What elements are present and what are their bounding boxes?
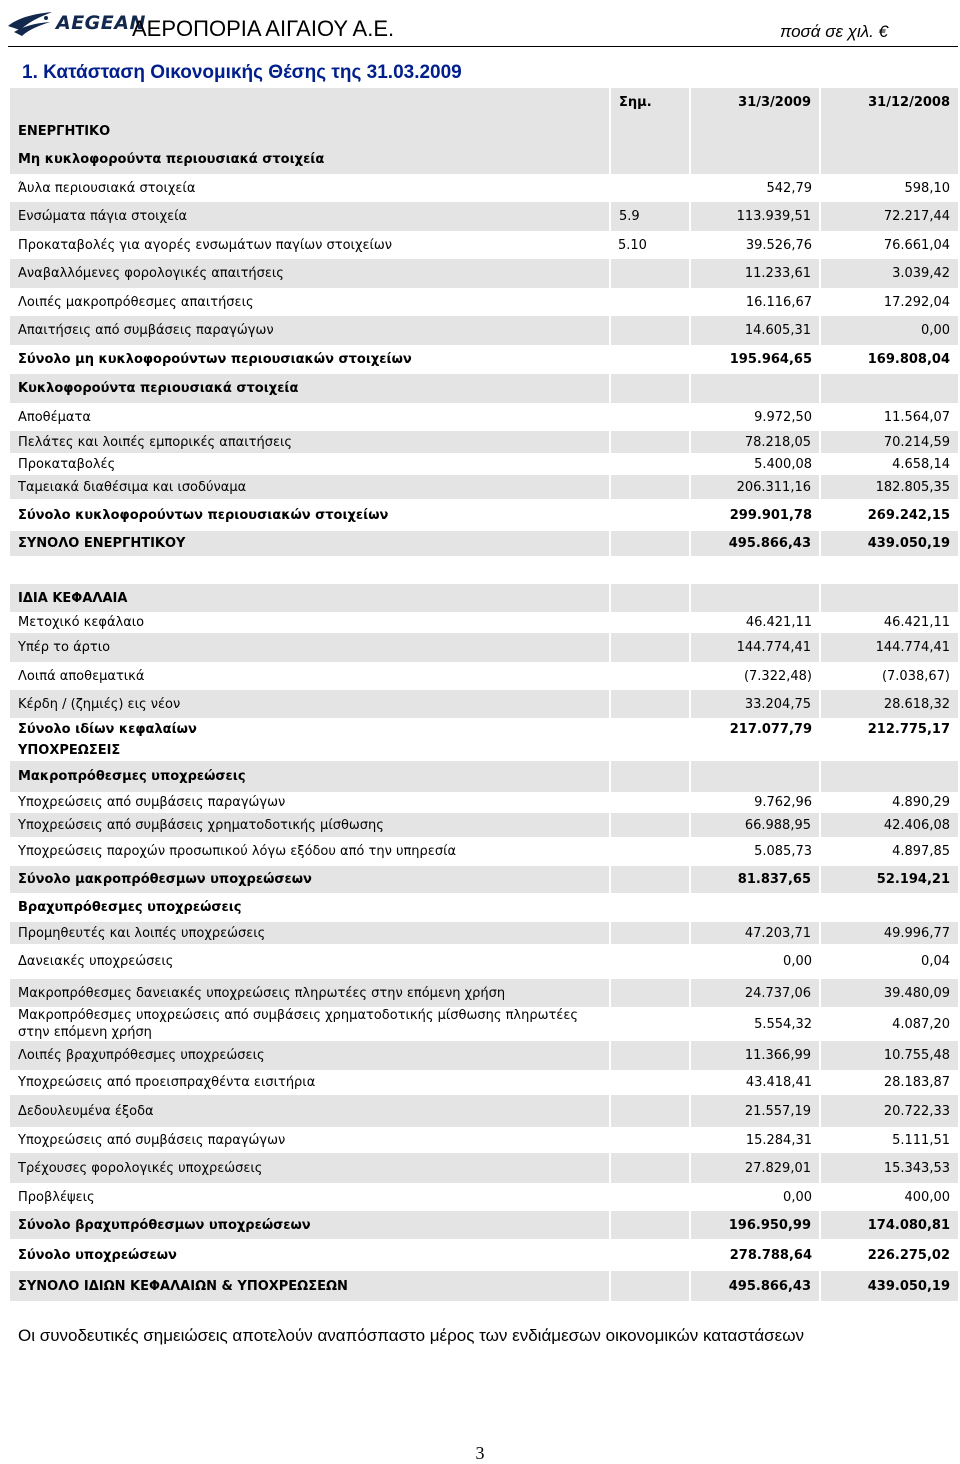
table-row [10, 403, 958, 431]
row-label: Προμηθευτές και λοιπές υποχρεώσεις [10, 922, 610, 944]
table-row [10, 316, 958, 345]
row-value-31-12-2008: 72.217,44 [820, 202, 958, 231]
row-note [610, 944, 690, 979]
table-row [10, 740, 958, 761]
row-value-31-3-2009: 24.737,06 [690, 979, 820, 1007]
row-value-31-12-2008: 5.111,51 [892, 1132, 950, 1148]
row-value-31-3-2009: 9.762,96 [754, 795, 812, 810]
row-value-31-12-2008: 39.480,09 [820, 979, 958, 1007]
row-label: ΣΥΝΟΛΟ ΕΝΕΡΓΗΤΙΚΟΥ [10, 531, 610, 556]
row-note [610, 403, 690, 431]
table-row [10, 231, 958, 259]
row-note [610, 1127, 690, 1153]
table-row [10, 1095, 958, 1127]
row-value-31-3-2009: 47.203,71 [690, 922, 820, 944]
row-value-31-3-2009 [690, 893, 820, 922]
row-label: Υποχρεώσεις από συμβάσεις χρηματοδοτικής μίσθωσης [10, 813, 610, 837]
row-note [610, 499, 690, 531]
row-value-31-3-2009 [690, 556, 820, 584]
row-value-31-12-2008: 400,00 [904, 1189, 950, 1205]
row-label: Μακροπρόθεσμες υποχρεώσεις από συμβάσεις χρηματοδοτικής μίσθωσης πληρωτέες στην επόμενη χρήση [18, 1008, 578, 1040]
row-value-31-12-2008: 76.661,04 [883, 237, 950, 253]
row-label: Υποχρεώσεις από συμβάσεις παραγώγων [18, 1132, 286, 1148]
row-label: Υποχρεώσεις από συμβάσεις παραγώγων [18, 795, 286, 810]
row-value-31-12-2008: 174.080,81 [820, 1211, 958, 1239]
row-value-31-3-2009: 495.866,43 [690, 531, 820, 556]
row-value-31-12-2008: 269.242,15 [867, 507, 950, 523]
table-row [10, 1070, 958, 1095]
footer-note: Οι συνοδευτικές σημειώσεις αποτελούν αναπόσπαστο μέρος των ενδιάμεσων οικονομικών καταστάσεων [18, 1326, 805, 1345]
table-row [10, 922, 958, 944]
table-row [10, 345, 958, 374]
table-row [10, 1183, 958, 1211]
column-header-row [10, 88, 958, 117]
row-note [610, 453, 690, 475]
row-note [610, 1007, 690, 1041]
row-note [610, 1095, 690, 1127]
row-label: Προκαταβολές για αγορές ενσωμάτων παγίων στοιχείων [18, 237, 393, 253]
row-label: Σύνολο κυκλοφορούντων περιουσιακών στοιχείων [18, 507, 389, 523]
row-note [610, 690, 690, 718]
row-value-31-3-2009: 9.972,50 [754, 409, 812, 425]
table-row [10, 761, 958, 792]
row-value-31-12-2008 [820, 584, 958, 612]
row-value-31-12-2008: 169.808,04 [867, 352, 950, 367]
row-value-31-3-2009: 33.204,75 [690, 690, 820, 718]
table-row [10, 145, 958, 174]
row-label: Ενσώματα πάγια στοιχεία [10, 202, 610, 231]
row-label: ΥΠΟΧΡΕΩΣΕΙΣ [18, 743, 121, 758]
row-value-31-3-2009: 5.085,73 [754, 844, 812, 859]
row-note [610, 837, 690, 866]
row-label: ΣΥΝΟΛΟ ΙΔΙΩΝ ΚΕΦΑΛΑΙΩΝ & ΥΠΟΧΡΕΩΣΕΩΝ [10, 1271, 610, 1301]
row-value-31-3-2009: 16.116,67 [745, 294, 812, 310]
table-row [10, 117, 958, 145]
row-value-31-12-2008: 212.775,17 [867, 721, 950, 737]
row-note [610, 979, 690, 1007]
row-value-31-3-2009: 0,00 [783, 1189, 812, 1205]
row-note [610, 662, 690, 690]
row-label: Σύνολο βραχυπρόθεσμων υποχρεώσεων [10, 1211, 610, 1239]
table-row [10, 633, 958, 662]
row-label: Υποχρεώσεις από προεισπραχθέντα εισιτήρια [18, 1075, 316, 1090]
row-value-31-3-2009 [690, 761, 820, 792]
row-note [610, 288, 690, 316]
row-value-31-12-2008: 226.275,02 [867, 1247, 950, 1263]
row-value-31-3-2009: 27.829,01 [690, 1153, 820, 1183]
row-value-31-12-2008: (7.038,67) [881, 668, 950, 684]
header-divider [8, 46, 958, 47]
table-row [10, 813, 958, 837]
table-row [10, 584, 958, 612]
row-value-31-3-2009: 0,00 [783, 954, 812, 969]
row-label: Μετοχικό κεφάλαιο [18, 615, 145, 630]
balance-sheet-table [10, 88, 958, 1301]
column-header-period1: 31/3/2009 [690, 88, 820, 117]
row-value-31-12-2008 [820, 740, 958, 761]
row-note [610, 531, 690, 556]
row-label: Πελάτες και λοιπές εμπορικές απαιτήσεις [10, 431, 610, 453]
row-value-31-12-2008: 49.996,77 [820, 922, 958, 944]
row-note [610, 1153, 690, 1183]
row-label: Δεδουλευμένα έξοδα [10, 1095, 610, 1127]
table-row [10, 1041, 958, 1070]
row-label: Τρέχουσες φορολογικές υποχρεώσεις [10, 1153, 610, 1183]
amounts-note: ποσά σε χιλ. € [779, 22, 888, 41]
row-value-31-12-2008: 144.774,41 [820, 633, 958, 662]
row-note [610, 740, 690, 761]
row-label: Κυκλοφορούντα περιουσιακά στοιχεία [10, 374, 610, 403]
row-value-31-12-2008 [820, 761, 958, 792]
table-row [10, 1007, 958, 1041]
aegean-bird-icon [6, 8, 54, 38]
table-row [10, 259, 958, 288]
table-row [10, 1211, 958, 1239]
table-row [10, 979, 958, 1007]
row-value-31-3-2009: 66.988,95 [690, 813, 820, 837]
row-note [610, 1271, 690, 1301]
row-value-31-3-2009: 21.557,19 [690, 1095, 820, 1127]
row-value-31-12-2008 [820, 145, 958, 174]
row-value-31-3-2009: 43.418,41 [745, 1075, 812, 1090]
row-label: Υπέρ το άρτιο [10, 633, 610, 662]
row-value-31-12-2008: 0,04 [921, 954, 950, 969]
row-value-31-12-2008 [820, 556, 958, 584]
row-note [610, 174, 690, 202]
table-row [10, 475, 958, 499]
row-label [10, 556, 610, 584]
row-note [610, 922, 690, 944]
table-row [10, 174, 958, 202]
row-note: 5.9 [610, 202, 690, 231]
row-label: Σύνολο μακροπρόθεσμων υποχρεώσεων [10, 866, 610, 893]
row-value-31-12-2008: 11.564,07 [883, 409, 950, 425]
row-value-31-3-2009: 278.788,64 [729, 1247, 812, 1263]
row-value-31-12-2008: 598,10 [904, 180, 950, 196]
row-label: Υποχρεώσεις παροχών προσωπικού λόγω εξόδου από την υπηρεσία [18, 844, 457, 859]
row-value-31-3-2009: 196.950,99 [690, 1211, 820, 1239]
row-note [610, 893, 690, 922]
logo-text: AEGEAN [56, 12, 146, 34]
table-row [10, 556, 958, 584]
row-value-31-3-2009: (7.322,48) [743, 668, 812, 684]
row-value-31-12-2008: 17.292,04 [883, 294, 950, 310]
row-label: Απαιτήσεις από συμβάσεις παραγώγων [10, 316, 610, 345]
row-value-31-12-2008: 20.722,33 [820, 1095, 958, 1127]
aegean-logo [6, 8, 146, 40]
row-value-31-12-2008: 0,00 [820, 316, 958, 345]
row-value-31-12-2008: 4.658,14 [892, 456, 950, 472]
row-label: Λοιπές βραχυπρόθεσμες υποχρεώσεις [10, 1041, 610, 1070]
row-note [610, 316, 690, 345]
row-value-31-12-2008: 70.214,59 [820, 431, 958, 453]
row-note [610, 633, 690, 662]
row-label: Προβλέψεις [18, 1189, 95, 1205]
row-value-31-3-2009 [690, 117, 820, 145]
row-note [610, 117, 690, 145]
row-value-31-12-2008: 439.050,19 [820, 531, 958, 556]
row-label: Λοιπά αποθεματικά [18, 668, 145, 684]
row-label: Κέρδη / (ζημιές) εις νέον [10, 690, 610, 718]
table-row [10, 612, 958, 633]
row-label: Αποθέματα [18, 409, 91, 425]
row-label: Μη κυκλοφορούντα περιουσιακά στοιχεία [10, 145, 610, 174]
row-value-31-3-2009: 11.366,99 [690, 1041, 820, 1070]
row-label: Δανειακές υποχρεώσεις [18, 954, 174, 969]
row-value-31-12-2008: 10.755,48 [820, 1041, 958, 1070]
row-value-31-3-2009: 81.837,65 [690, 866, 820, 893]
row-value-31-12-2008: 4.087,20 [892, 1016, 950, 1032]
table-row [10, 893, 958, 922]
row-note [610, 145, 690, 174]
row-value-31-12-2008: 46.421,11 [883, 615, 950, 630]
row-note [610, 1041, 690, 1070]
page-number: 3 [475, 1443, 485, 1463]
row-value-31-12-2008: 42.406,08 [820, 813, 958, 837]
row-value-31-12-2008: 182.805,35 [820, 475, 958, 499]
table-row [10, 1239, 958, 1271]
row-label: Σύνολο υποχρεώσεων [18, 1247, 177, 1263]
table-row [10, 374, 958, 403]
row-value-31-3-2009: 15.284,31 [745, 1132, 812, 1148]
row-value-31-12-2008: 3.039,42 [820, 259, 958, 288]
row-label: ΕΝΕΡΓΗΤΙΚΟ [10, 117, 610, 145]
row-label: Ταμειακά διαθέσιμα και ισοδύναμα [10, 475, 610, 499]
row-note [610, 259, 690, 288]
row-note [610, 813, 690, 837]
table-row [10, 1271, 958, 1301]
row-label: Λοιπές μακροπρόθεσμες απαιτήσεις [18, 294, 254, 310]
row-value-31-3-2009: 46.421,11 [745, 615, 812, 630]
row-value-31-3-2009: 217.077,79 [729, 721, 812, 737]
row-label: ΙΔΙΑ ΚΕΦΑΛΑΙΑ [10, 584, 610, 612]
table-row [10, 944, 958, 979]
table-row [10, 837, 958, 866]
row-value-31-12-2008: 15.343,53 [820, 1153, 958, 1183]
row-note [610, 584, 690, 612]
row-value-31-3-2009: 206.311,16 [690, 475, 820, 499]
row-label: Προκαταβολές [18, 456, 116, 472]
column-header-note: Σημ. [610, 88, 690, 117]
row-note [610, 761, 690, 792]
table-row [10, 499, 958, 531]
row-value-31-3-2009: 78.218,05 [690, 431, 820, 453]
company-name: ΑΕΡΟΠΟΡΙΑ ΑΙΓΑΙΟΥ Α.Ε. [132, 16, 395, 41]
row-label: Μακροπρόθεσμες υποχρεώσεις [10, 761, 610, 792]
row-value-31-3-2009: 14.605,31 [690, 316, 820, 345]
row-note [610, 431, 690, 453]
row-note: 5.10 [618, 237, 647, 253]
row-note [610, 792, 690, 813]
row-note [610, 718, 690, 740]
table-row [10, 662, 958, 690]
table-row [10, 718, 958, 740]
table-row [10, 866, 958, 893]
row-value-31-3-2009 [690, 584, 820, 612]
row-label: Άυλα περιουσιακά στοιχεία [18, 180, 196, 196]
row-value-31-3-2009: 113.939,51 [690, 202, 820, 231]
row-value-31-12-2008 [820, 117, 958, 145]
row-label: Αναβαλλόμενες φορολογικές απαιτήσεις [10, 259, 610, 288]
table-row [10, 531, 958, 556]
row-note [610, 866, 690, 893]
column-header-label [10, 88, 610, 117]
row-label: Βραχυπρόθεσμες υποχρεώσεις [18, 900, 242, 915]
table-row [10, 202, 958, 231]
row-note [610, 1239, 690, 1271]
table-row [10, 1127, 958, 1153]
row-note [610, 556, 690, 584]
row-label: Σύνολο ιδίων κεφαλαίων [18, 721, 197, 737]
table-row [10, 288, 958, 316]
table-row [10, 453, 958, 475]
row-value-31-3-2009 [690, 374, 820, 403]
row-value-31-3-2009: 542,79 [766, 180, 812, 196]
row-value-31-3-2009 [690, 145, 820, 174]
column-header-period2: 31/12/2008 [820, 88, 958, 117]
statement-title: 1. Κατάσταση Οικονομικής Θέσης της 31.03.2009 [22, 62, 462, 83]
row-value-31-3-2009: 299.901,78 [729, 507, 812, 523]
row-note [610, 475, 690, 499]
row-value-31-3-2009: 195.964,65 [729, 352, 812, 367]
row-note [610, 345, 690, 374]
row-value-31-12-2008 [820, 374, 958, 403]
row-note [610, 374, 690, 403]
table-row [10, 1153, 958, 1183]
row-value-31-3-2009: 11.233,61 [690, 259, 820, 288]
row-value-31-12-2008: 28.183,87 [883, 1075, 950, 1090]
row-note [610, 1070, 690, 1095]
row-value-31-3-2009: 5.400,08 [754, 456, 812, 472]
row-note [610, 612, 690, 633]
row-value-31-12-2008 [820, 893, 958, 922]
row-label: Μακροπρόθεσμες δανειακές υποχρεώσεις πληρωτέες στην επόμενη χρήση [10, 979, 610, 1007]
row-value-31-12-2008: 4.890,29 [892, 795, 950, 810]
row-note [610, 1211, 690, 1239]
row-note [610, 1183, 690, 1211]
row-value-31-12-2008: 4.897,85 [892, 844, 950, 859]
table-row [10, 792, 958, 813]
page-header [0, 0, 960, 50]
row-label: Σύνολο μη κυκλοφορούντων περιουσιακών στοιχείων [18, 352, 412, 367]
row-value-31-3-2009: 39.526,76 [745, 237, 812, 253]
row-value-31-3-2009: 495.866,43 [690, 1271, 820, 1301]
row-value-31-3-2009: 144.774,41 [690, 633, 820, 662]
row-value-31-12-2008: 52.194,21 [820, 866, 958, 893]
table-row [10, 431, 958, 453]
row-value-31-12-2008: 28.618,32 [820, 690, 958, 718]
row-value-31-3-2009 [690, 740, 820, 761]
row-value-31-12-2008: 439.050,19 [820, 1271, 958, 1301]
row-value-31-3-2009: 5.554,32 [754, 1016, 812, 1032]
table-row [10, 690, 958, 718]
